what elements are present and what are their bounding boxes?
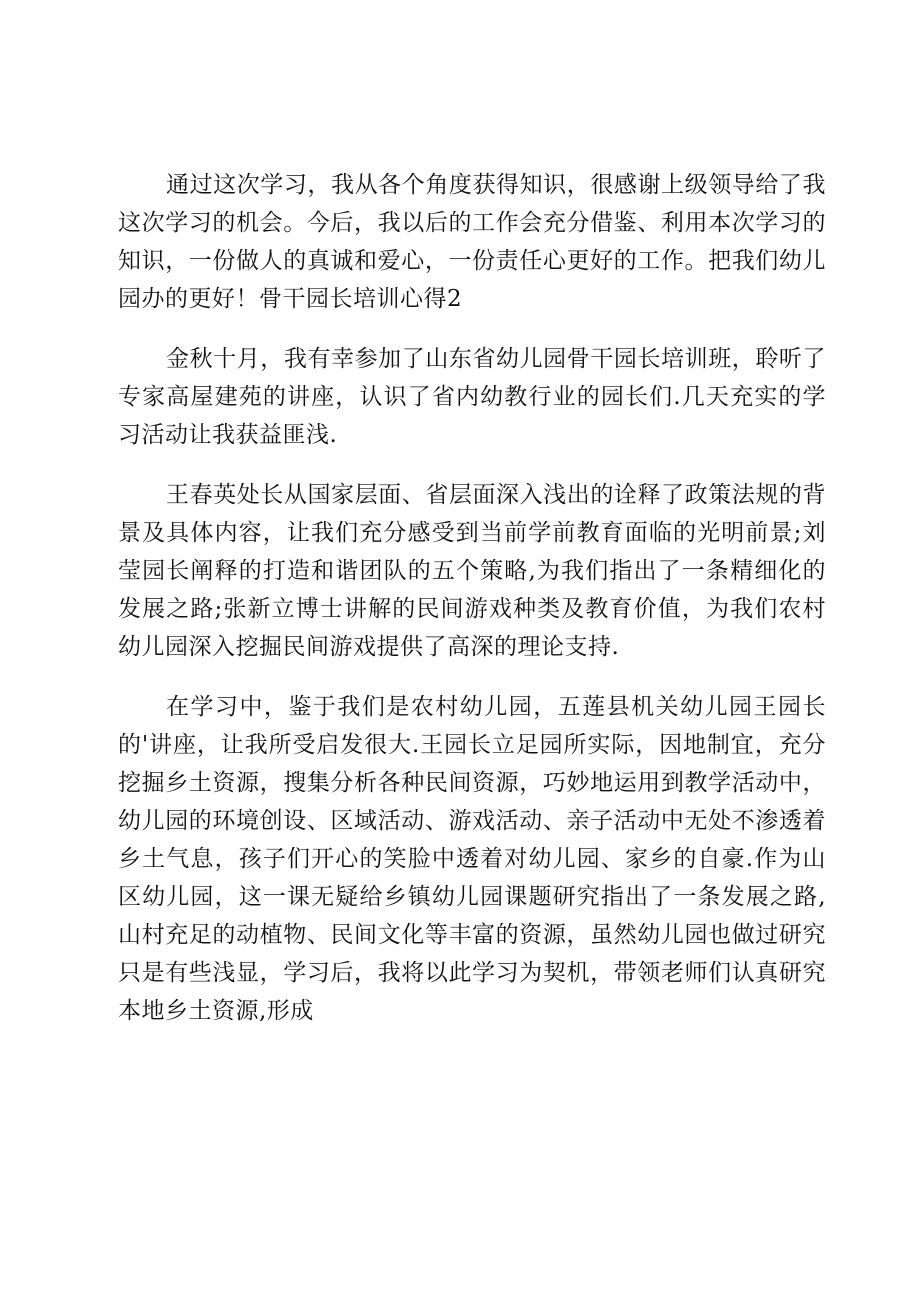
- paragraph-1: 通过这次学习，我从各个角度获得知识，很感谢上级领导给了我这次学习的机会。今后，我以后的工作会充分借鉴、利用本次学习的知识，一份做人的真诚和爱心，一份责任心更好的工作。把我们幼儿园办的更好！骨干园长培训心得2: [118, 172, 826, 312]
- paragraph-4: 在学习中，鉴于我们是农村幼儿园，五莲县机关幼儿园王园长的'讲座，让我所受启发很大.王园长立足园所实际，因地制宜，充分挖掘乡土资源，搜集分析各种民间资源，巧妙地运用到教学活动中，幼儿园的环境创设、区域活动、游戏活动、亲子活动中无处不渗透着乡土气息，孩子们开心的笑脸中透着对幼儿园、家乡的自豪.作为山区幼儿园，这一课无疑给乡镇幼儿园课题研究指出了一条发展之路,山村充足的动植物、民间文化等丰富的资源，虽然幼儿园也做过研究只是有些浅显，学习后，我将以此学习为契机，带领老师们认真研究本地乡土资源,形成: [118, 694, 826, 1024]
- paragraph-3: 王春英处长从国家层面、省层面深入浅出的诠释了政策法规的背景及具体内容，让我们充分感受到当前学前教育面临的光明前景;刘莹园长阐释的打造和谐团队的五个策略,为我们指出了一条精细化的发展之路;张新立博士讲解的民间游戏种类及教育价值，为我们农村幼儿园深入挖掘民间游戏提供了高深的理论支持.: [118, 482, 826, 660]
- document-body: [118, 166, 826, 1030]
- paragraph-2: 金秋十月，我有幸参加了山东省幼儿园骨干园长培训班，聆听了专家高屋建苑的讲座，认识了省内幼教行业的园长们.几天充实的学习活动让我获益匪浅.: [118, 346, 826, 448]
